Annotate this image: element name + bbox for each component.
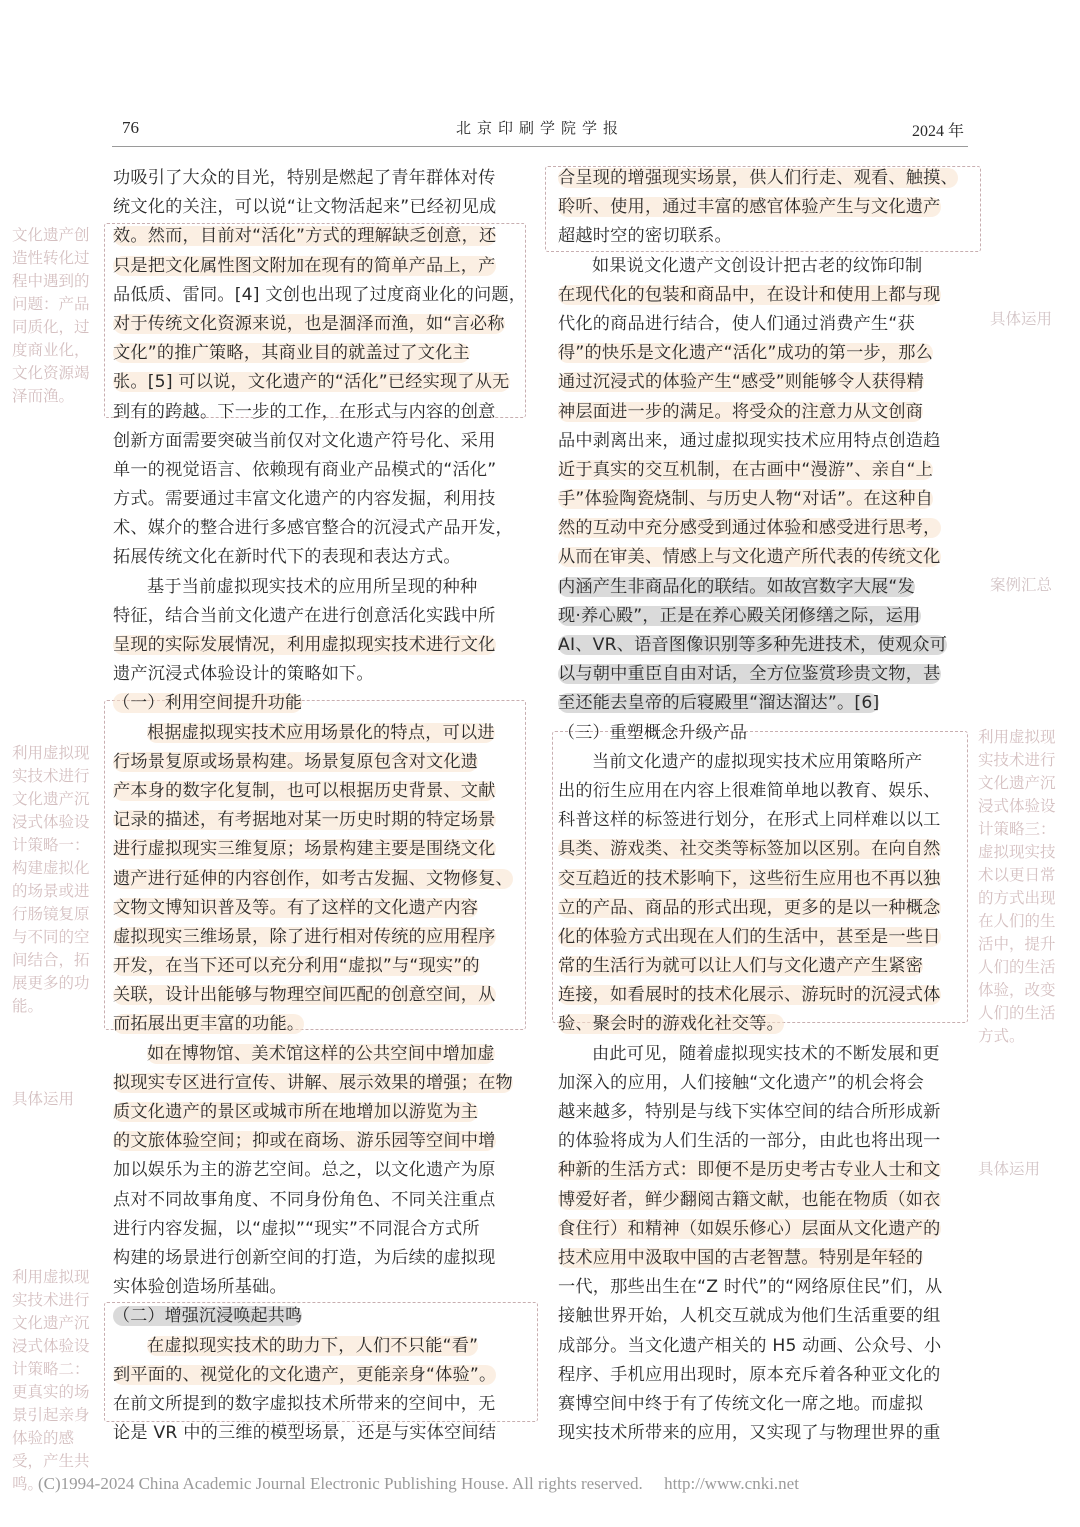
highlighted-text: 开发，在当下还可以充分利用“虚拟”与“现实”的 — [113, 956, 480, 977]
text-line: 一代，那些出生在“Z 时代”的“网络原住民”们，从 — [558, 1277, 943, 1298]
margin-note-strategy-two: 利用虚拟现实技术进行文化遗产沉浸式体验设计策略二：更真实的场景引起亲身体验的感受，产生共鸣。 — [12, 1268, 90, 1493]
highlighted-text: 质文化遗产的景区或城市所在地增加以游览为主 — [113, 1102, 479, 1122]
highlighted-text: 然的互动中充分感受到通过体验和感受进行思考， — [558, 518, 941, 539]
text-line: 科普这样的标签进行划分，在形式上同样难以以工 — [558, 810, 941, 831]
highlighted-text: 食住行）和精神（如娱乐修心）层面从文化遗产的 — [558, 1218, 941, 1239]
text-line: 方式。需要通过丰富文化遗产的内容发掘，利用技 — [113, 489, 496, 510]
highlighted-text: 种新的生活方式：即便不是历史考古专业人士和文 — [558, 1160, 941, 1181]
text-line: 赛博空间中终于有了传统文化一席之地。而虚拟 — [558, 1393, 924, 1414]
margin-note-case-summary: 案例汇总 — [990, 576, 1053, 594]
margin-note-problems: 文化遗产创造性转化过程中遇到的问题：产品同质化，过度商业化，文化资源竭泽而渔。 — [12, 226, 90, 405]
text-line: 遗产沉浸式体验设计的策略如下。 — [113, 664, 374, 685]
highlighted-text: 而拓展出更丰富的功能。 — [113, 1014, 305, 1035]
text-line: 论是 VR 中的三维的模型场景，还是与实体空间结 — [113, 1423, 497, 1444]
text-line: 由此可见，随着虚拟现实技术的不断发展和更 — [592, 1043, 940, 1064]
text-line: 拓展传统文化在新时代下的表现和表达方式。 — [113, 547, 461, 568]
left-column — [113, 164, 525, 1448]
highlighted-text: 拟现实专区进行宣传、讲解、展示效果的增强；在物 — [113, 1072, 513, 1093]
text-line: 现实技术所带来的应用，又实现了与物理世界的重 — [558, 1423, 941, 1444]
highlighted-text: 只是把文化属性图文附加在现有的简单产品上，产 — [113, 255, 496, 276]
highlighted-text: 验、聚会时的游戏化社交等。 — [558, 1014, 785, 1035]
highlighted-text: 呈现的实际发展情况，利用虚拟现实技术进行文化 — [113, 635, 496, 655]
highlighted-text: 文化”的推广策略，其商业目的就盖过了文化主 — [113, 343, 470, 364]
highlighted-text: 如在博物馆、美术馆这样的公共空间中增加虚 — [147, 1043, 495, 1064]
text-line: 的体验将成为人们生活的一部分，由此也将出现一 — [558, 1131, 941, 1152]
highlighted-text: 得”的快乐是文化遗产“活化”成功的第一步，那么 — [558, 343, 934, 364]
highlighted-text: 博爱好者，鲜少翻阅古籍文献，也能在物质（如衣 — [558, 1189, 941, 1210]
publication-year: 2024 年 — [911, 123, 964, 140]
margin-note-application: 具体运用 — [990, 310, 1053, 328]
source-url: http://www.cnki.net — [664, 1474, 799, 1493]
case-highlight-text: AI、VR、语音图像识别等多种先进技术，使观众可 — [558, 635, 948, 655]
highlighted-text: 连接，如看展时的技术化展示、游玩时的沉浸式体 — [558, 985, 941, 1006]
highlighted-text: 文物文博知识普及等。有了这样的文化遗产内容 — [113, 897, 479, 918]
text-line: 代化的商品进行结合，使人们通过消费产生“获 — [558, 313, 915, 334]
section-heading-two: （二）增强沉浸唤起共鸣 — [113, 1306, 303, 1327]
highlighted-text: 产本身的数字化复制，也可以根据历史背景、文献 — [113, 780, 496, 801]
highlighted-text: 手”体验陶瓷烧制、与历史人物“对话”。在这种自 — [558, 489, 934, 510]
highlighted-text: 遗产进行延伸的内容创作，如考古发掘、文物修复、 — [113, 868, 513, 889]
text-line: 品中剥离出来，通过虚拟现实技术应用特点创造趋 — [558, 430, 941, 451]
highlighted-text: 合呈现的增强现实场景，供人们行走、观看、触摸、 — [558, 168, 958, 188]
copyright-footer — [38, 1474, 799, 1494]
text-line: 功吸引了大众的目光，特别是燃起了青年群体对传 — [113, 168, 496, 188]
highlighted-text: 具类、游戏类、社交类等标签加以区别。在向自然 — [558, 839, 941, 860]
highlighted-text: 聆听、使用，通过丰富的感官体验产生与文化遗产 — [558, 197, 941, 218]
text-line: 基于当前虚拟现实技术的应用所呈现的种种 — [147, 576, 478, 597]
text-line: 加以娱乐为主的游艺空间。总之，以文化遗产为原 — [113, 1160, 496, 1181]
text-line: 品低质、雷同。[4] 文创也出现了过度商业化的问题， — [113, 284, 527, 305]
text-line: 越来越多，特别是与线下实体空间的结合所形成新 — [558, 1102, 941, 1122]
highlighted-text: 张。[5] 可以说，文化遗产的“活化”已经实现了从无 — [113, 372, 510, 393]
margin-note-application: 具体运用 — [12, 1090, 75, 1108]
margin-note-strategy-three: 利用虚拟现实技术进行文化遗产沉浸式体验设计策略三：虚拟现实技术以更日常的方式出现在人们的生活中，提升人们的生活体验，改变人们的生活方式。 — [978, 728, 1056, 1045]
highlighted-text: 根据虚拟现实技术应用场景化的特点，可以进 — [147, 722, 495, 743]
case-highlight-text: 至还能去皇帝的后寝殿里“溜达溜达”。[6] — [558, 693, 880, 714]
highlighted-text: 效。然而，目前对“活化”方式的理解缺乏创意，还 — [113, 226, 497, 247]
highlighted-text: 虚拟现实三维场景，除了进行相对传统的应用程序 — [113, 926, 496, 947]
highlighted-text: 立的产品、商品的形式出现，更多的是以一种概念 — [558, 897, 941, 918]
highlighted-text: 的文旅体验空间；抑或在商场、游乐园等空间中增 — [113, 1131, 496, 1152]
highlighted-text: 神层面进一步的满足。将受众的注意力从文创商 — [558, 401, 924, 422]
text-line: 进行内容发掘，以“虚拟”“现实”不同混合方式所 — [113, 1218, 480, 1239]
text-line: 在前文所提到的数字虚拟技术所带来的空间中，无 — [113, 1393, 496, 1414]
text-line: 实体验创造场所基础。 — [113, 1277, 287, 1298]
text-line: 单一的视觉语言、依赖现有商业产品模式的“活化” — [113, 459, 497, 480]
text-line: 成部分。当文化遗产相关的 H5 动画、公众号、小 — [558, 1335, 942, 1356]
highlighted-text: 在现代化的包装和商品中，在设计和使用上都与现 — [558, 284, 941, 305]
copyright-text: (C)1994-2024 China Academic Journal Electronic Publishing House. All rights reserved. — [38, 1474, 643, 1493]
text-line: 点对不同故事角度、不同身份角色、不同关注重点 — [113, 1189, 496, 1210]
highlighted-text: 在虚拟现实技术的助力下，人们不只能“看” — [147, 1335, 479, 1356]
section-heading-one: （一）利用空间提升功能 — [113, 693, 303, 714]
text-line: 超越时空的密切联系。 — [558, 226, 732, 247]
text-line: 术、媒介的整合进行多感官整合的沉浸式产品开发， — [113, 518, 513, 539]
highlighted-text: 关联，设计出能够与物理空间匹配的创意空间，从 — [113, 985, 496, 1006]
text-line: 特征，结合当前文化遗产在进行创意活化实践中所 — [113, 605, 496, 626]
text-line: 统文化的关注，可以说“让文物活起来”已经初见成 — [113, 197, 497, 218]
highlighted-text: 从而在审美、情感上与文化遗产所代表的传统文化 — [558, 547, 941, 568]
text-line: 程序、手机应用出现时，原本充斥着各种亚文化的 — [558, 1364, 941, 1385]
margin-note-strategy-one: 利用虚拟现实技术进行文化遗产沉浸式体验设计策略一：构建虚拟化的场景或进行肠镜复原与不同的空间结合，拓展更多的功能。 — [12, 744, 90, 1015]
journal-title: 北京印刷学院学报 — [455, 119, 624, 137]
case-highlight-text: 内涵产生非商品化的联结。如故宫数字大展“发 — [558, 576, 915, 597]
right-column — [558, 164, 970, 1448]
highlighted-text: 对于传统文化资源来说，也是涸泽而渔，如“言必称 — [113, 313, 505, 334]
page-number: 76 — [122, 118, 139, 137]
page-header — [112, 112, 968, 147]
text-line: 接触世界开始，人机交互就成为他们生活重要的组 — [558, 1306, 941, 1327]
highlighted-text: 到平面的、视觉化的文化遗产，更能亲身“体验”。 — [113, 1364, 497, 1385]
text-line: 创新方面需要突破当前仅对文化遗产符号化、采用 — [113, 430, 496, 451]
case-highlight-text: 现·养心殿”，正是在养心殿关闭修缮之际，运用 — [558, 605, 921, 626]
highlighted-text: 进行虚拟现实三维复原；场景构建主要是围绕文化 — [113, 839, 496, 860]
section-heading-three: （三）重塑概念升级产品 — [558, 722, 748, 743]
margin-note-application: 具体运用 — [978, 1160, 1041, 1178]
highlighted-text: 近于真实的交互机制，在古画中“漫游”、亲自“上 — [558, 459, 934, 480]
text-line: 加深入的应用，人们接触“文化遗产”的机会将会 — [558, 1072, 924, 1093]
case-highlight-text: 以与朝中重臣自由对话，全方位鉴赏珍贵文物，甚 — [558, 664, 941, 685]
text-line: 构建的场景进行创新空间的打造，为后续的虚拟现 — [113, 1247, 496, 1268]
highlighted-text: 交互趋近的技术影响下，这些衍生应用也不再以独 — [558, 868, 941, 889]
highlighted-text: 行场景复原或场景构建。场景复原包含对文化遗 — [113, 751, 479, 772]
highlighted-text: 技术应用中汲取中国的古老智慧。特别是年轻的 — [558, 1247, 924, 1268]
text-line: 当前文化遗产的虚拟现实技术应用策略所产 — [592, 751, 923, 772]
highlighted-text: 常的生活行为就可以让人们与文化遗产产生紧密 — [558, 956, 924, 977]
highlighted-text: 记录的描述，有考据地对某一历史时期的特定场景 — [113, 810, 496, 831]
text-line: 到有的跨越。下一步的工作，在形式与内容的创意 — [113, 401, 496, 422]
highlighted-text: 通过沉浸式的体验产生“感受”则能够令人获得精 — [558, 372, 924, 393]
highlighted-text: 化的体验方式出现在人们的生活中，甚至是一些日 — [558, 926, 941, 947]
text-line: 出的衍生应用在内容上很难简单地以教育、娱乐、 — [558, 780, 941, 801]
text-line: 如果说文化遗产文创设计把古老的纹饰印制 — [592, 255, 923, 276]
